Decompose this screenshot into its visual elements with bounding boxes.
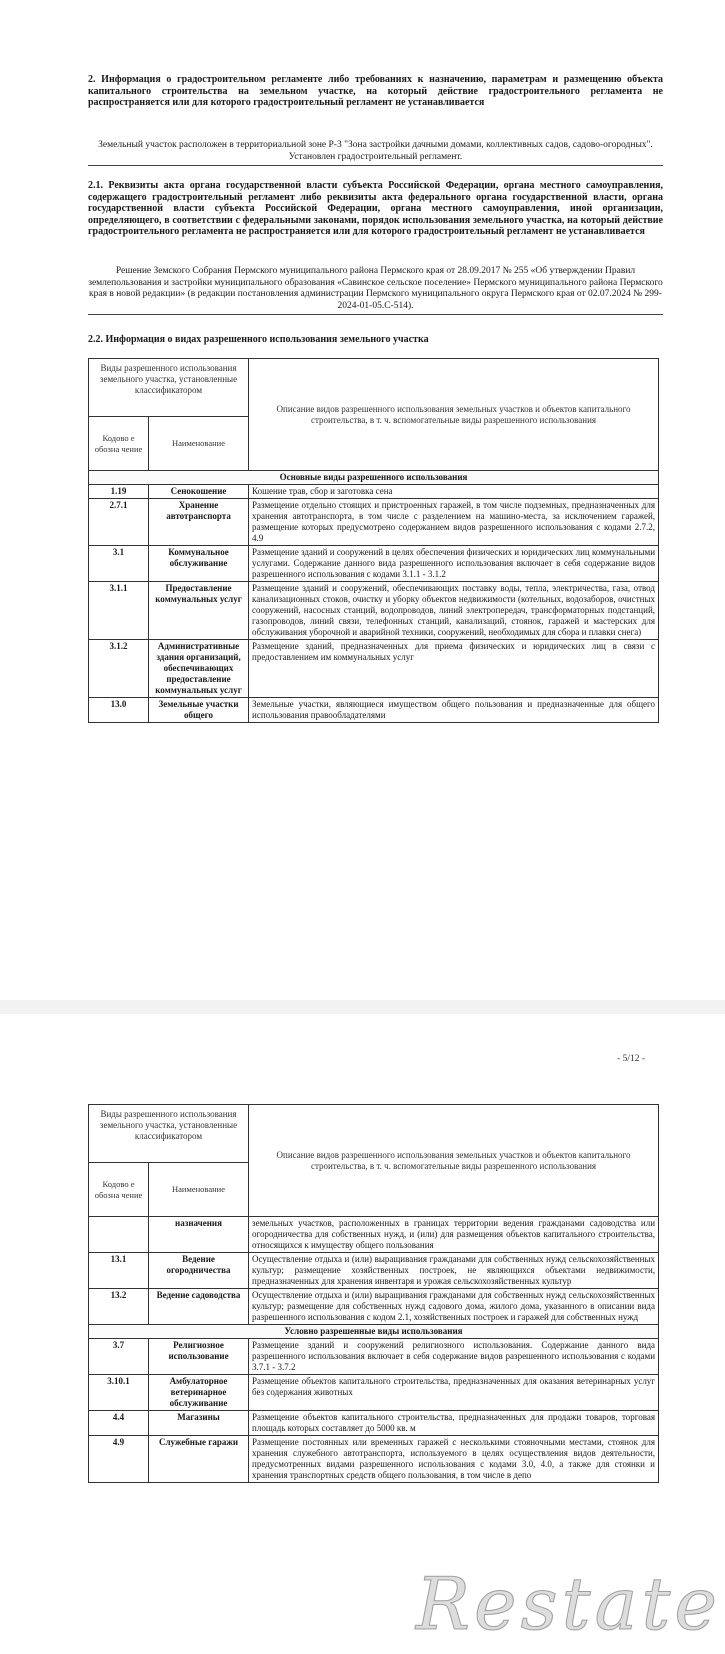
table-row — [89, 499, 659, 546]
restate-watermark: Restate — [415, 1562, 721, 1646]
row-name: Коммунальное обслуживание — [149, 546, 249, 582]
row-description: Размещение постоянных или временных гаражей с несколькими стояночными местами, стоянок для хранения служебного автотранспорта, используемого в целях осуществления видов деятельности, предусмотренных видами разрешенного использования с кодами 3.0, 4.0, а также для стоянки и хранения транспортных средств общего пользования, в том числе в депо — [249, 1436, 659, 1483]
row-name: Служебные гаражи — [149, 1436, 249, 1483]
table-row — [89, 546, 659, 582]
row-code: 4.9 — [89, 1436, 149, 1483]
table-row — [89, 698, 659, 723]
document-page-2 — [0, 1014, 725, 1654]
row-name: Земельные участки общего — [149, 698, 249, 723]
table-row — [89, 1289, 659, 1325]
table-row — [89, 582, 659, 640]
row-name: Амбулаторное ветеринарное обслуживание — [149, 1375, 249, 1411]
group-main-uses: Основные виды разрешенного использования — [89, 471, 659, 485]
row-name: Сенокошение — [149, 485, 249, 499]
permitted-use-table-continued — [88, 1104, 659, 1483]
name-header: Наименование — [149, 1163, 249, 1217]
section-2-body: Земельный участок расположен в территориальной зоне Р-3 "Зона застройки дачными домами, коллективных садов, садово-огородных". Установлен градостроительный регламент. — [88, 140, 663, 166]
row-description: Осуществление отдыха и (или) выращивания гражданами для собственных нужд сельскохозяйственных культур; размещение для собственных нужд садового дома, жилого дома, указанного в описании вида разрешенного использования с кодом 2.1, хозяйственных построек и гаражей для собственных нужд — [249, 1289, 659, 1325]
code-header: Кодово е обозна чение — [89, 1163, 149, 1217]
table-row — [89, 1375, 659, 1411]
permitted-use-table — [88, 358, 659, 723]
table-row — [89, 1339, 659, 1375]
row-name: Религиозное использование — [149, 1339, 249, 1375]
section-2-2-heading: 2.2. Информация о видах разрешенного использования земельного участка — [88, 334, 429, 345]
row-description: Размещение зданий и сооружений религиозного использования. Содержание данного вида разрешенного использования включает в себя содержание видов разрешенного использования с кодами 3.7.1 - 3.7.2 — [249, 1339, 659, 1375]
row-description: Размещение объектов капитального строительства, предназначенных для продажи товаров, торговая площадь которых составляет до 5000 кв. м — [249, 1411, 659, 1436]
classifier-group-header: Виды разрешенного использования земельного участка, установленные классификатором — [89, 1105, 249, 1163]
row-code: 1.19 — [89, 485, 149, 499]
row-code: 3.7 — [89, 1339, 149, 1375]
page-separator — [0, 1000, 725, 1014]
row-description: Осуществление отдыха и (или) выращивания гражданами для собственных нужд сельскохозяйственных культур; размещение хозяйственных построек, не являющихся объектами недвижимости, предназначенных для хранения инвентаря и урожая сельскохозяйственных культур — [249, 1253, 659, 1289]
table-row — [89, 1253, 659, 1289]
table-row — [89, 1436, 659, 1483]
table-row — [89, 1411, 659, 1436]
table-row — [89, 485, 659, 499]
row-description: Кошение трав, сбор и заготовка сена — [249, 485, 659, 499]
section-2-1-body: Решение Земского Собрания Пермского муниципального района Пермского края от 28.09.2017 № 255 «Об утверждении Правил землепользования и застройки муниципального образования «Савинское сельское поселение» Пермского муниципального района Пермского края в новой редакции» (в редакции постановления администрации Пермского муниципального округа Пермского края от 02.07.2024 № 299-2024-01-05.С-514). — [88, 266, 663, 315]
row-code: 13.0 — [89, 698, 149, 723]
description-header: Описание видов разрешенного использования земельных участков и объектов капитального строительства, в т. ч. вспомогательные виды разрешенного использования — [249, 1105, 659, 1217]
row-code: 3.1.1 — [89, 582, 149, 640]
row-code: 3.1.2 — [89, 640, 149, 698]
classifier-group-header: Виды разрешенного использования земельного участка, установленные классификатором — [89, 359, 249, 417]
row-name: Магазины — [149, 1411, 249, 1436]
table-row — [89, 640, 659, 698]
row-description: земельных участков, расположенных в границах территории ведения гражданами садоводства или огородничества для собственных нужд, и (или) для размещения объектов капитального строительства, относящихся к имуществу общего пользования — [249, 1217, 659, 1253]
row-name: Хранение автотранспорта — [149, 499, 249, 546]
row-code: 2.7.1 — [89, 499, 149, 546]
group-conditional-uses: Условно разрешенные виды использования — [89, 1325, 659, 1339]
row-description: Размещение зданий, предназначенных для приема физических и юридических лиц в связи с предоставлением им коммунальных услуг — [249, 640, 659, 698]
row-name: Ведение садоводства — [149, 1289, 249, 1325]
row-description: Размещение объектов капитального строительства, предназначенных для оказания ветеринарных услуг без содержания животных — [249, 1375, 659, 1411]
table-row — [89, 1217, 659, 1253]
row-code: 3.10.1 — [89, 1375, 149, 1411]
name-header: Наименование — [149, 417, 249, 471]
row-code — [89, 1217, 149, 1253]
row-code: 4.4 — [89, 1411, 149, 1436]
row-name: Административные здания организаций, обеспечивающих предоставление коммунальных услуг — [149, 640, 249, 698]
page-number: - 5/12 - — [617, 1054, 645, 1064]
code-header: Кодово е обозна чение — [89, 417, 149, 471]
section-2-heading: 2. Информация о градостроительном регламенте либо требованиях к назначению, параметрам и размещению объекта капитального строительства на земельном участке, на который действие градостроительного регламента не распространяется или для которого градостроительный регламент не устанавливается — [88, 74, 663, 108]
row-description: Размещение зданий и сооружений в целях обеспечения физических и юридических лиц коммунальными услугами. Содержание данного вида разрешенного использования включает в себя содержание видов разрешенного использования с кодами 3.1.1 - 3.1.2 — [249, 546, 659, 582]
row-description: Размещение отдельно стоящих и пристроенных гаражей, в том числе подземных, предназначенных для хранения автотранспорта, в том числе с разделением на машино-места, за исключением гаражей, размещение которых предусмотрено содержанием видов разрешенного использования с кодами 2.7.2, 4.9 — [249, 499, 659, 546]
row-description: Земельные участки, являющиеся имуществом общего пользования и предназначенные для общего использования правообладателями — [249, 698, 659, 723]
row-name: Ведение огородничества — [149, 1253, 249, 1289]
row-name: назначения — [149, 1217, 249, 1253]
row-code: 13.1 — [89, 1253, 149, 1289]
row-description: Размещение зданий и сооружений, обеспечивающих поставку воды, тепла, электричества, газа, отвод канализационных стоков, очистку и уборку объектов недвижимости (котельных, водозаборов, очистных сооружений, насосных станций, водопроводов, линий электропередач, трансформаторных подстанций, газопроводов, линий связи, телефонных станций, канализаций, стоянок, гаражей и мастерских для обслуживания уборочной и аварийной техники, сооружений, необходимых для сбора и плавки снега) — [249, 582, 659, 640]
description-header: Описание видов разрешенного использования земельных участков и объектов капитального строительства, в т. ч. вспомогательные виды разрешенного использования — [249, 359, 659, 471]
row-code: 13.2 — [89, 1289, 149, 1325]
row-code: 3.1 — [89, 546, 149, 582]
row-name: Предоставление коммунальных услуг — [149, 582, 249, 640]
section-2-1-heading: 2.1. Реквизиты акта органа государственной власти субъекта Российской Федерации, органа местного самоуправления, содержащего градостроительный регламент либо реквизиты акта федерального органа государственной власти, органа государственной власти субъекта Российской Федерации, органа местного самоуправления, иной организации, определяющего, в соответствии с федеральными законами, порядок использования земельного участка, на который действие градостроительного регламента не распространяется или для которого градостроительный регламент не устанавливается — [88, 180, 663, 237]
